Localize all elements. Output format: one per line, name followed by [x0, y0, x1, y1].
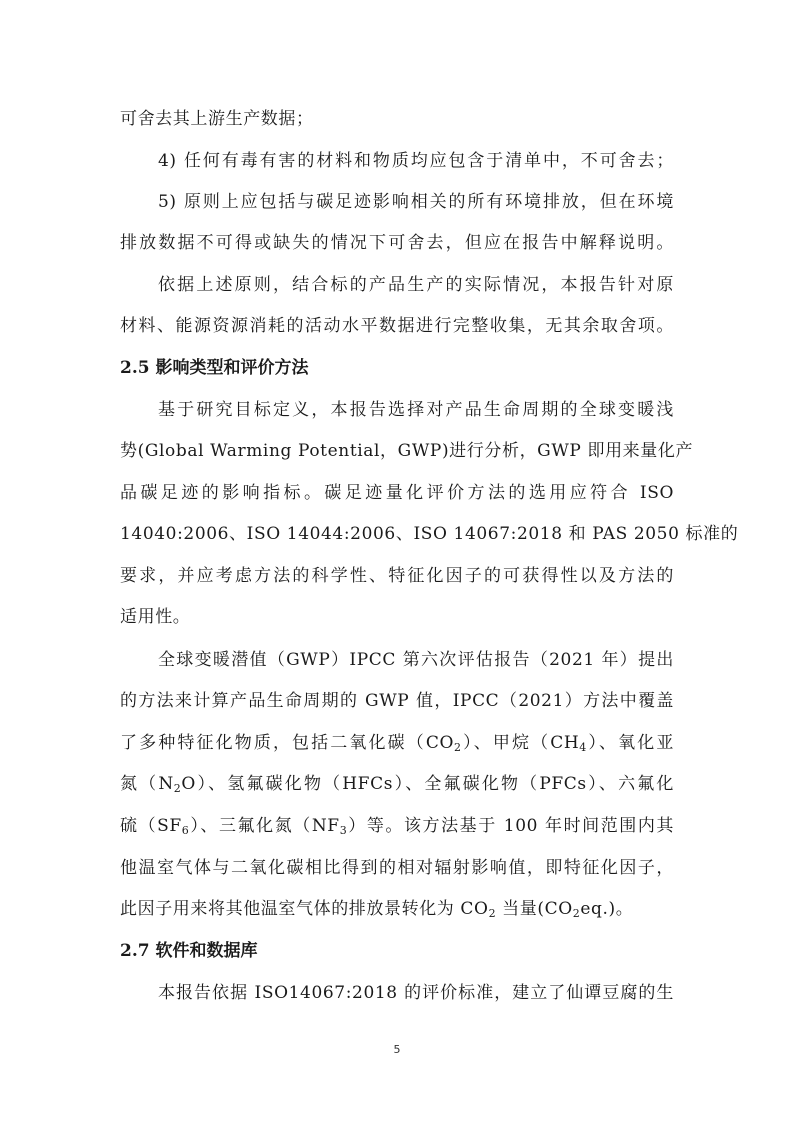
text-segment: 当量(CO: [496, 899, 573, 919]
text-segment: ）、氧化亚: [586, 733, 674, 753]
section-heading-2-7: 2.7 软件和数据库: [120, 941, 258, 961]
text-line: 他温室气体与二氧化碳相比得到的相对辐射影响值，即特征化因子，: [120, 858, 674, 878]
text-line: 可舍去其上游生产数据；: [120, 109, 314, 129]
text-line-co2eq: [120, 897, 674, 921]
text-line-sf6-nf3: [120, 814, 674, 838]
text-segment: ）、甲烷（CH: [461, 733, 580, 753]
text-line: 势(Global Warming Potential，GWP)进行分析，GWP 即用来量化产: [120, 441, 694, 461]
text-line-n2o: [120, 772, 674, 796]
paragraph-start: 全球变暖潜值（GWP）IPCC 第六次评估报告（2021 年）提出: [158, 650, 674, 670]
text-segment: 此因子用来将其他温室气体的排放景转化为 CO: [120, 899, 489, 919]
text-segment: 氮（N: [120, 774, 174, 794]
text-segment: ）、三氟化氮（NF: [189, 816, 340, 836]
text-line: 适用性。: [120, 607, 191, 627]
page-number: 5: [393, 1043, 401, 1056]
text-segment: O）、氢氟碳化物（HFCs）、全氟碳化物（PFCs）、六氟化: [181, 774, 674, 794]
text-line: 要求，并应考虑方法的科学性、特征化因子的可获得性以及方法的: [120, 566, 674, 586]
paragraph-start: 依据上述原则，结合标的产品生产的实际情况，本报告针对原: [158, 275, 674, 295]
subscript: 2: [572, 907, 581, 920]
list-item-4: 4) 任何有毒有害的材料和物质均应包含于清单中，不可舍去；: [158, 151, 674, 171]
text-segment: 了多种特征化物质，包括二氧化碳（CO: [120, 733, 455, 753]
text-line: 品碳足迹的影响指标。碳足迹量化评价方法的选用应符合 ISO: [120, 483, 674, 503]
section-heading-2-5: 2.5 影响类型和评价方法: [120, 358, 309, 378]
subscript: 6: [181, 824, 190, 837]
list-item-5: 5) 原则上应包括与碳足迹影响相关的所有环境排放，但在环境: [158, 192, 674, 212]
subscript: 2: [488, 907, 497, 920]
text-segment: ）等。该方法基于 100 年时间范围内其: [347, 816, 674, 836]
paragraph-start: 本报告依据 ISO14067:2018 的评价标准，建立了仙谭豆腐的生: [158, 983, 674, 1003]
text-segment: eq.)。: [580, 899, 634, 919]
paragraph-start: 基于研究目标定义，本报告选择对产品生命周期的全球变暖浅: [158, 400, 674, 420]
text-line-co2-ch4: [120, 731, 674, 755]
subscript: 4: [579, 741, 587, 754]
text-line: 14040:2006、ISO 14044:2006、ISO 14067:2018 和 PAS 2050 标准的: [120, 524, 739, 544]
text-line: 排放数据不可得或缺失的情况下可舍去，但应在报告中解释说明。: [120, 233, 674, 253]
text-line: 的方法来计算产品生命周期的 GWP 值，IPCC（2021）方法中覆盖: [120, 691, 674, 711]
subscript: 3: [339, 824, 348, 837]
text-line: 材料、能源资源消耗的活动水平数据进行完整收集，无其余取舍项。: [120, 316, 674, 336]
subscript: 2: [454, 741, 462, 754]
subscript: 2: [173, 782, 182, 795]
text-segment: 硫（SF: [120, 816, 182, 836]
